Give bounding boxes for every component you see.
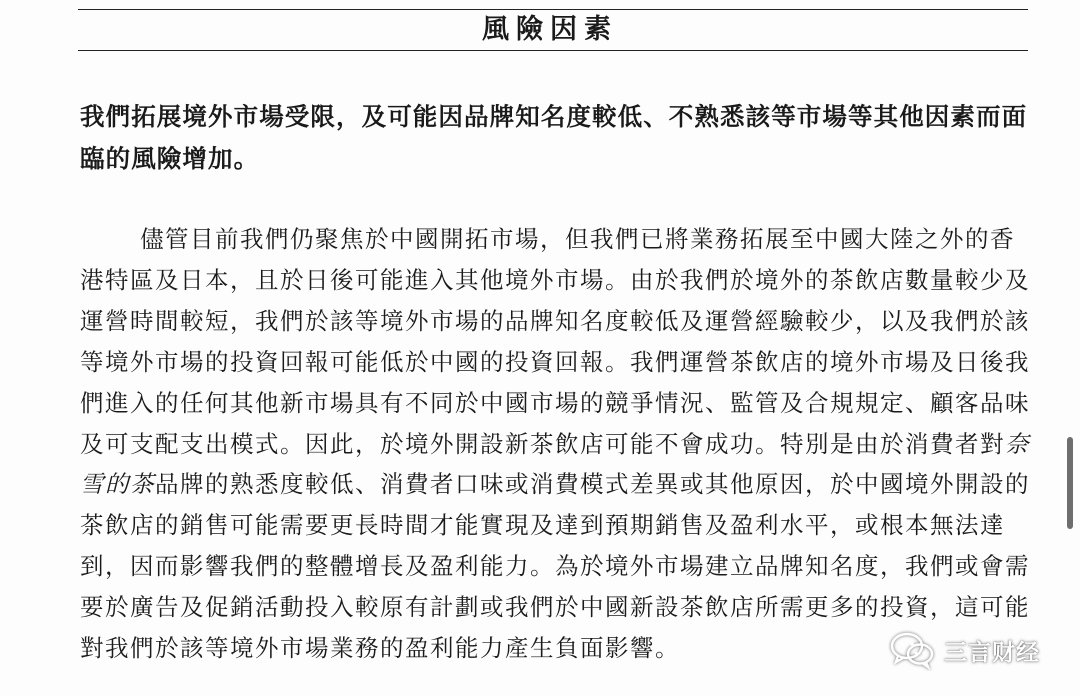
brand-name: 奈雪的茶 bbox=[80, 429, 1030, 499]
paragraph-text-part-1: 儘管目前我們仍聚焦於中國開拓市場，但我們已將業務拓展至中國大陸之外的香港特區及日本，且於日後可能進入其他境外市場。由於我們於境外的茶飲店數量較少及運營時間較短，我們於該等境外市場的品牌知名度較低及運營經驗較少，以及我們於該等境外市場的投資回報可能低於中國的投資回報。我們運營茶飲店的境外市場及日後我們進入的任何其他新市場具有不同於中國市場的競爭情況、監管及合規規定、顧客品味及可支配支出模式。因此，於境外開設新茶飲店可能不會成功。特別是由於消費者對 bbox=[80, 225, 1030, 458]
risk-paragraph bbox=[80, 219, 1030, 669]
risk-heading: 我們拓展境外市場受限，及可能因品牌知名度較低、不熟悉該等市場等其他因素而面臨的風險增加。 bbox=[80, 102, 1028, 173]
paragraph-text-part-2: 品牌的熟悉度較低、消費者口味或消費模式差異或其他原因，於中國境外開設的茶飲店的銷售可能需要更長時間才能實現及達到預期銷售及盈利水平，或根本無法達到，因而影響我們的整體增長及盈利能力。為於境外市場建立品牌知名度，我們或會需要於廣告及促銷活動投入較原有計劃或我們於中國新設茶飲店所需更多的投資，這可能對我們於該等境外市場業務的盈利能力產生負面影響。 bbox=[80, 470, 1030, 663]
scrollbar-thumb[interactable] bbox=[1067, 437, 1073, 529]
title-bottom-rule bbox=[78, 50, 1028, 51]
section-title: 風險因素 bbox=[482, 14, 618, 45]
watermark bbox=[888, 626, 1040, 674]
watermark-text: 三言财经 bbox=[944, 639, 1040, 666]
wechat-icon bbox=[888, 629, 936, 671]
top-rule bbox=[78, 9, 1028, 10]
